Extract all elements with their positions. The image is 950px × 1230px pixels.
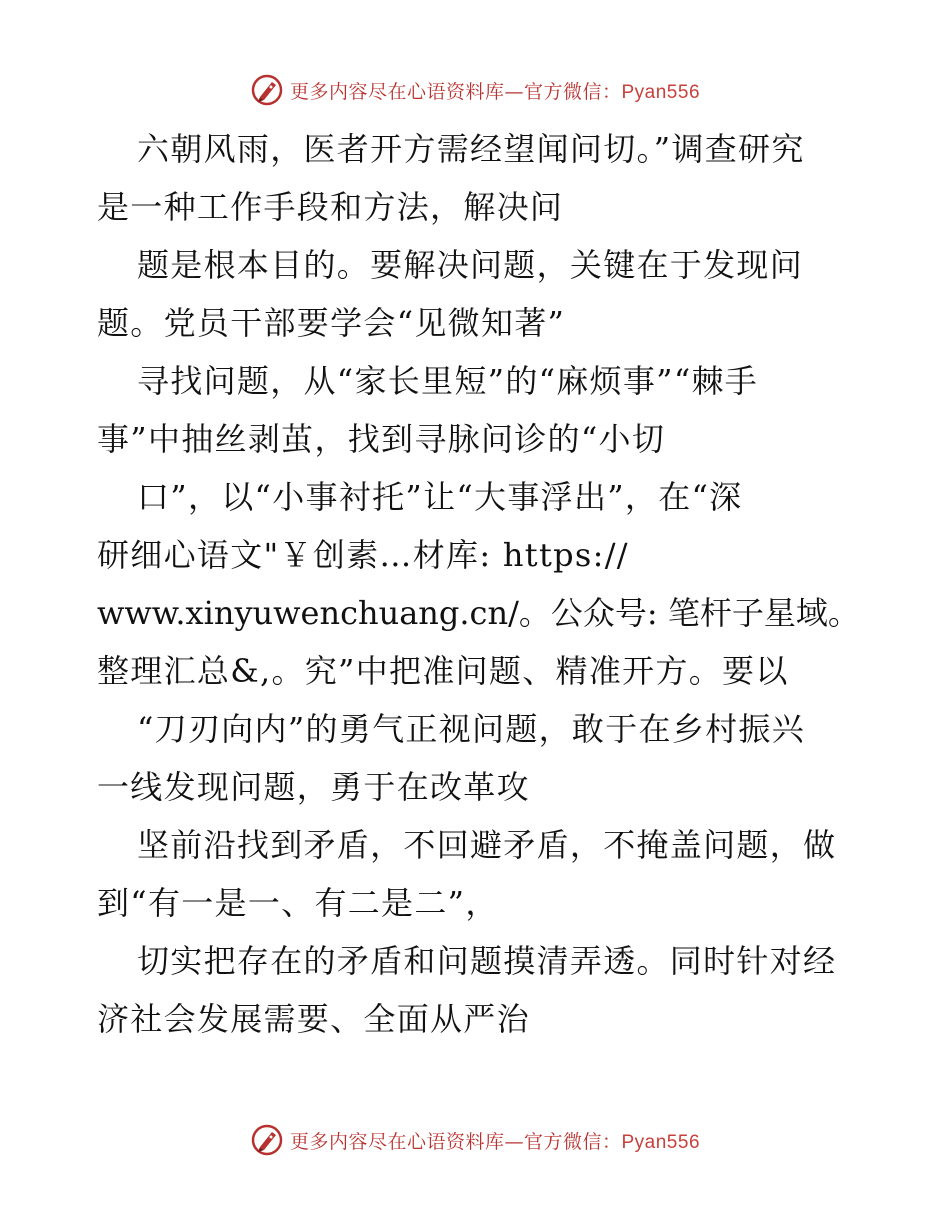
text-line: 整理汇总&,。究”中把准问题、精准开方。要以 xyxy=(97,652,789,690)
footer-brand: 更多内容尽在心语资料库 xyxy=(289,1130,505,1153)
footer-dash: — xyxy=(504,1130,524,1153)
text-line: “刀刃向内”的勇气正视问题，敢于在乡村振兴 xyxy=(137,710,806,748)
pen-logo-icon xyxy=(250,1123,284,1157)
header-text xyxy=(290,77,700,104)
pen-logo-icon xyxy=(250,73,284,107)
header-brand: 更多内容尽在心语资料库 xyxy=(289,80,505,103)
header-dash: — xyxy=(504,80,524,103)
footer-banner xyxy=(0,1120,950,1160)
footer-text xyxy=(290,1127,700,1154)
text-line: 事”中抽丝剥茧，找到寻脉问诊的“小切 xyxy=(97,420,666,458)
text-line: 寻找问题，从“家长里短”的“麻烦事”“棘手 xyxy=(137,362,759,400)
text-line: 到“有一是一、有二是二”， xyxy=(97,884,499,922)
text-line: 口”，以“小事衬托”让“大事浮出”，在“深 xyxy=(137,478,743,516)
header-wechat-label: 官方微信： xyxy=(523,80,622,103)
header-wechat-id: Pyan556 xyxy=(621,81,701,103)
footer-wechat-label: 官方微信： xyxy=(523,1130,622,1153)
text-line: 六朝风雨，医者开方需经望闻问切。”调查研究 xyxy=(137,130,805,168)
text-line: 济社会发展需要、全面从严治 xyxy=(97,1000,530,1038)
text-line: 研细心语文"￥创素…材库: https:// xyxy=(97,536,629,574)
text-line: 题是根本目的。要解决问题，关键在于发现问 xyxy=(137,246,804,284)
text-line-url: www.xinyuwenchuang.cn/。公众号: 笔杆子星域。 xyxy=(97,594,860,632)
text-line: 一线发现问题，勇于在改革攻 xyxy=(97,768,530,806)
header-banner xyxy=(0,70,950,110)
footer-wechat-id: Pyan556 xyxy=(621,1131,701,1153)
text-line: 坚前沿找到矛盾，不回避矛盾，不掩盖问题，做 xyxy=(137,826,837,864)
text-line: 是一种工作手段和方法，解决问 xyxy=(97,188,564,226)
document-body xyxy=(97,120,860,1048)
text-line: 题。党员干部要学会“见微知著” xyxy=(97,304,566,342)
text-line: 切实把存在的矛盾和问题摸清弄透。同时针对经 xyxy=(137,942,837,980)
